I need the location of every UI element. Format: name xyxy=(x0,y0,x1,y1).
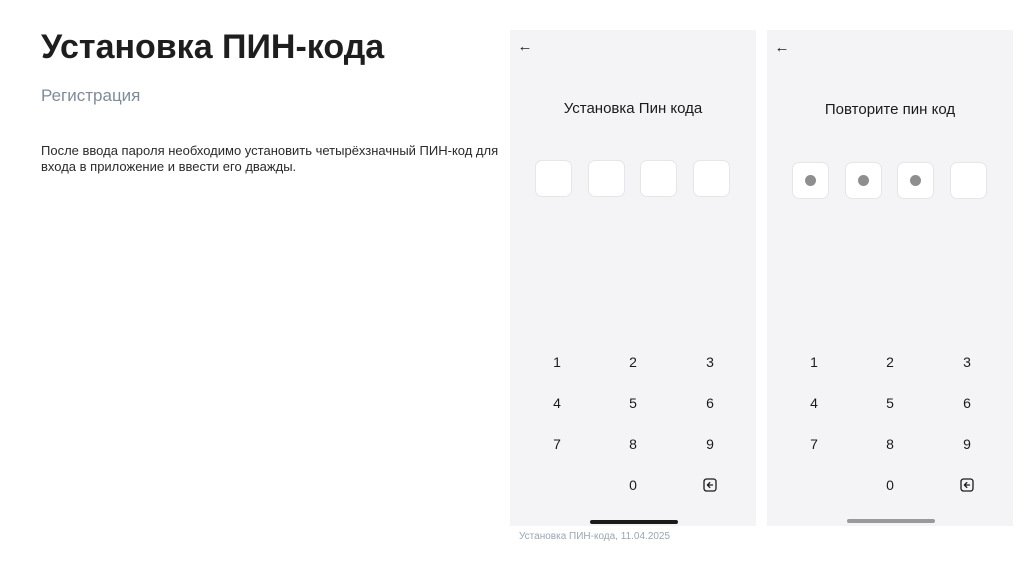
key-0[interactable]: 0 xyxy=(886,477,894,493)
pin-digit-box xyxy=(535,160,572,197)
key-4[interactable]: 4 xyxy=(810,395,818,411)
key-3[interactable]: 3 xyxy=(963,354,971,370)
backspace-icon[interactable] xyxy=(690,470,730,500)
pin-dot xyxy=(910,175,921,186)
pin-digit-box xyxy=(792,162,829,199)
key-2[interactable]: 2 xyxy=(886,354,894,370)
pin-digit-box xyxy=(845,162,882,199)
pin-dot xyxy=(858,175,869,186)
key-2[interactable]: 2 xyxy=(629,354,637,370)
slide-title: Установка ПИН-кода xyxy=(41,28,385,66)
home-indicator[interactable] xyxy=(847,519,935,523)
pin-digit-box xyxy=(640,160,677,197)
key-1[interactable]: 1 xyxy=(553,354,561,370)
pin-input xyxy=(535,160,731,198)
key-5[interactable]: 5 xyxy=(886,395,894,411)
pin-input xyxy=(792,162,988,200)
arrow-left-icon[interactable]: ← xyxy=(774,38,790,56)
key-7[interactable]: 7 xyxy=(810,436,818,452)
pin-setup-screen xyxy=(510,30,756,526)
key-6[interactable]: 6 xyxy=(963,395,971,411)
key-3[interactable]: 3 xyxy=(706,354,714,370)
pin-digit-box xyxy=(588,160,625,197)
pin-digit-box xyxy=(950,162,987,199)
slide-subtitle: Регистрация xyxy=(41,86,141,105)
key-1[interactable]: 1 xyxy=(810,354,818,370)
key-9[interactable]: 9 xyxy=(963,436,971,452)
arrow-left-icon[interactable]: ← xyxy=(517,37,533,55)
key-4[interactable]: 4 xyxy=(553,395,561,411)
slide-description: После ввода пароля необходимо установить четырёхзначный ПИН-код для входа в приложение и ввести его дважды. xyxy=(41,143,499,174)
key-5[interactable]: 5 xyxy=(629,395,637,411)
key-6[interactable]: 6 xyxy=(706,395,714,411)
slide-footer: Установка ПИН-кода, 11.04.2025 xyxy=(519,531,671,542)
pin-dot xyxy=(805,175,816,186)
key-9[interactable]: 9 xyxy=(706,436,714,452)
home-indicator[interactable] xyxy=(590,520,678,524)
pin-digit-box xyxy=(693,160,730,197)
screen-title: Установка Пин кода xyxy=(563,100,703,117)
pin-digit-box xyxy=(897,162,934,199)
key-8[interactable]: 8 xyxy=(629,436,637,452)
key-8[interactable]: 8 xyxy=(886,436,894,452)
backspace-icon[interactable] xyxy=(947,470,987,500)
key-7[interactable]: 7 xyxy=(553,436,561,452)
key-0[interactable]: 0 xyxy=(629,477,637,493)
screen-title: Повторите пин код xyxy=(824,101,956,118)
pin-confirm-screen xyxy=(767,30,1013,526)
